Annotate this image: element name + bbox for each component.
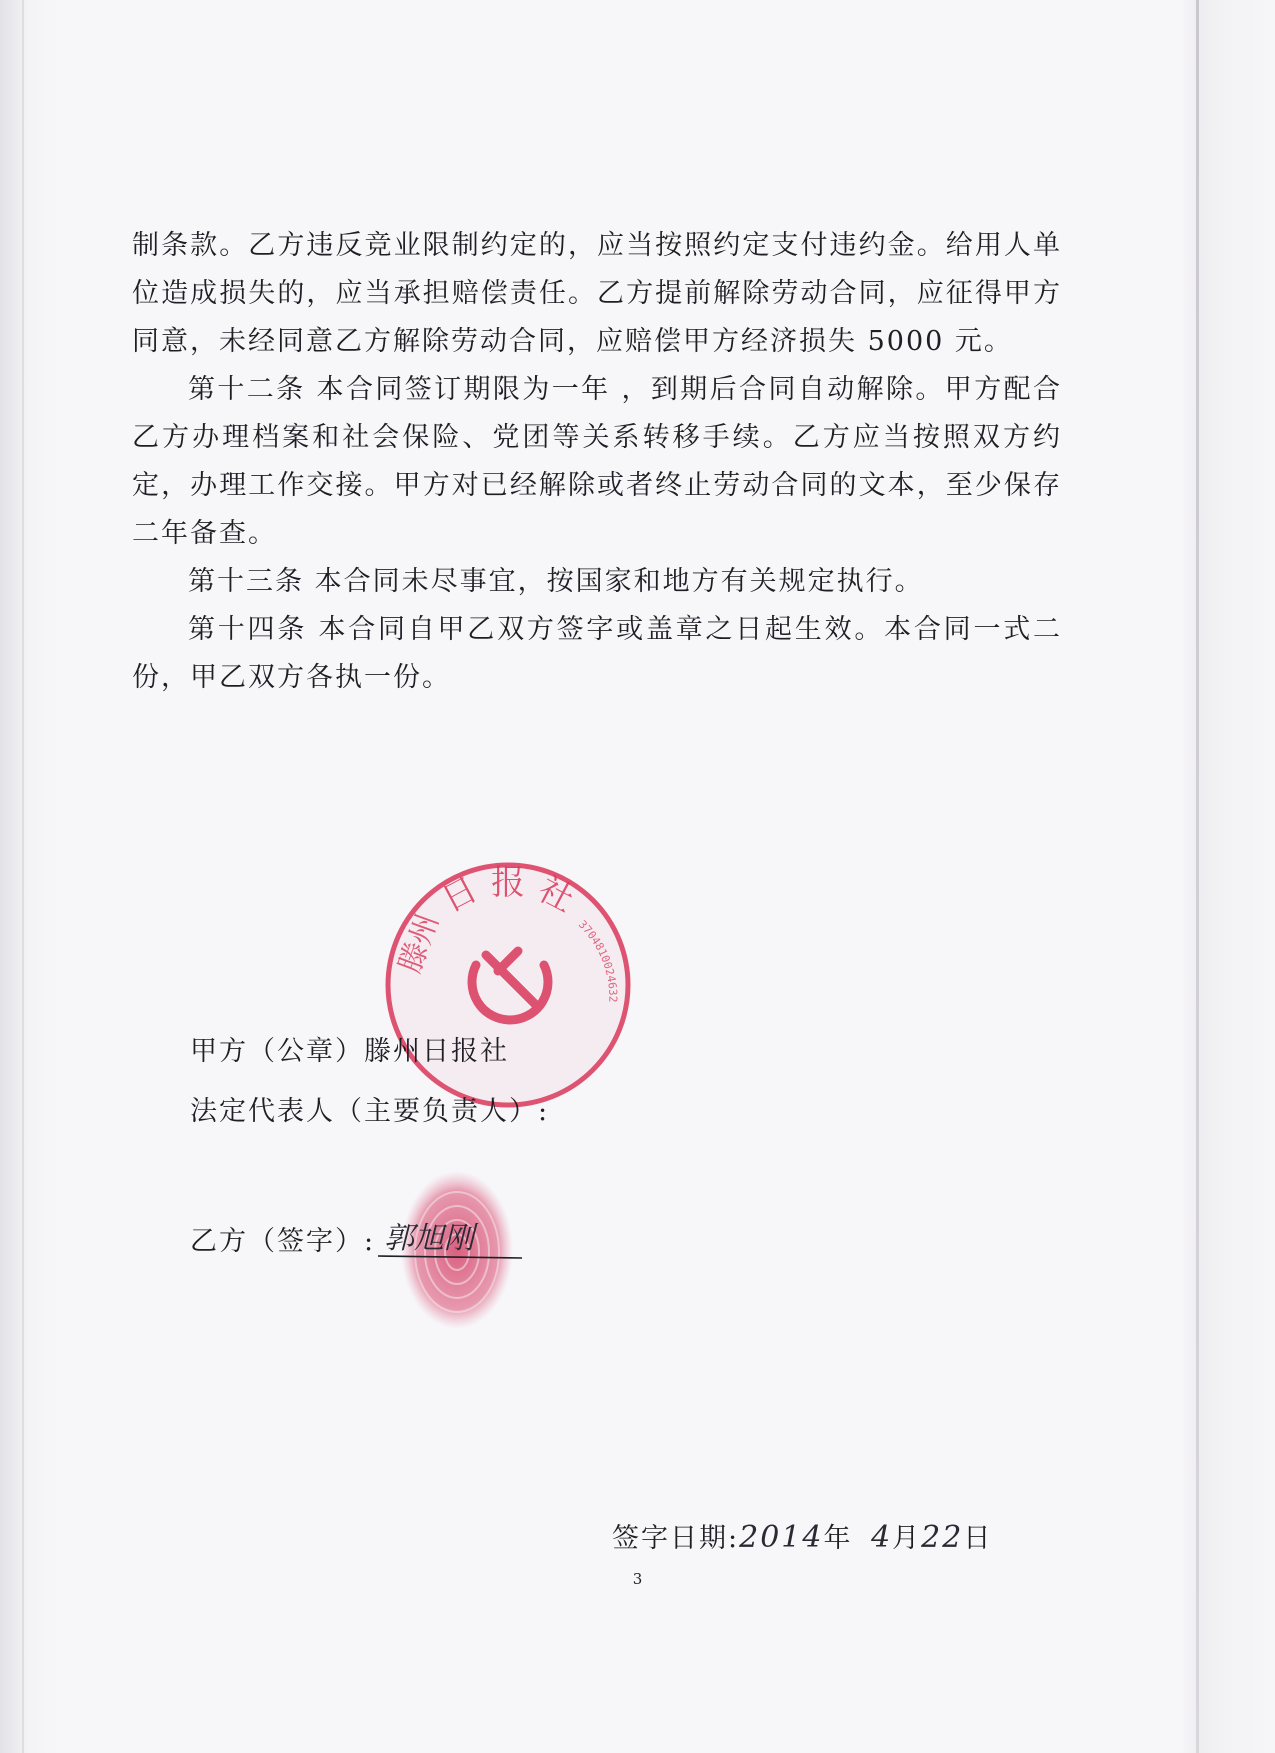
page-crease bbox=[22, 0, 24, 1753]
seal-serial-number: 3704810024632 bbox=[575, 917, 620, 1003]
date-month-suffix: 月 bbox=[892, 1523, 922, 1554]
seal-top-text: 日 报 社 bbox=[435, 862, 581, 921]
page-edge bbox=[1196, 0, 1199, 1753]
contract-body bbox=[132, 222, 1062, 702]
party-a-line: 甲方（公章）滕州日报社 bbox=[190, 1036, 509, 1067]
paragraph-article-12: 第十二条 本合同签订期限为一年 ，到期后合同自动解除。甲方配合乙方办理档案和社会保险、党团等关系转移手续。乙方应当按照双方约定，办理工作交接。甲方对已经解除或者终止劳动合同的文本，至少保存二年备查。 bbox=[132, 374, 1062, 549]
party-b-signature bbox=[374, 1218, 530, 1264]
paragraph-article-14: 第十四条 本合同自甲乙双方签字或盖章之日起生效。本合同一式二份，甲乙双方各执一份。 bbox=[132, 614, 1062, 693]
legal-representative-line: 法定代表人（主要负责人）: bbox=[190, 1096, 550, 1127]
page-number: 3 bbox=[632, 1570, 643, 1588]
date-label: 签字日期: bbox=[612, 1523, 740, 1554]
date-day-suffix: 日 bbox=[963, 1523, 993, 1554]
date-year-suffix: 年 bbox=[823, 1523, 853, 1554]
date-month: 4 bbox=[871, 1520, 893, 1555]
signature-text: 郭旭刚 bbox=[384, 1221, 474, 1256]
seal-left-text: 滕州 bbox=[392, 909, 447, 978]
paragraph-article-13: 第十三条 本合同未尽事宜，按国家和地方有关规定执行。 bbox=[188, 566, 924, 597]
date-year: 2014 bbox=[739, 1520, 824, 1555]
party-b-label: 乙方（签字）: bbox=[190, 1226, 376, 1257]
date-day: 22 bbox=[921, 1520, 964, 1555]
signing-date bbox=[612, 1516, 992, 1555]
paragraph-continuation: 制条款。乙方违反竞业限制约定的，应当按照约定支付违约金。给用人单位造成损失的，应当承担赔偿责任。乙方提前解除劳动合同，应征得甲方同意，未经同意乙方解除劳动合同，应赔偿甲方经济损失 5000 元。 bbox=[132, 230, 1062, 357]
